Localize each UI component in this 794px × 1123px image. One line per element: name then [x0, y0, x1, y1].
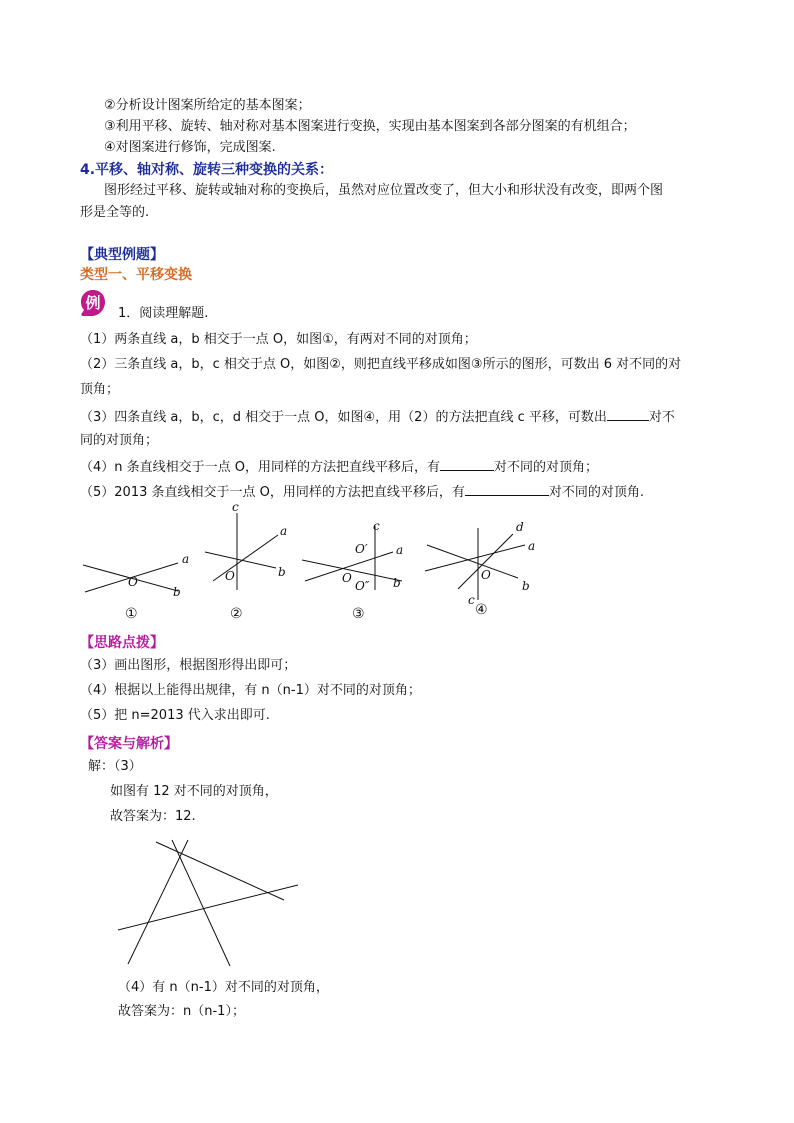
fig3-line-b	[302, 560, 402, 581]
fig4-label-c: c	[468, 593, 475, 607]
fig2-line-b	[205, 552, 276, 568]
fig1-label-b: b	[173, 585, 181, 599]
fig1-label-a: a	[182, 552, 190, 566]
example-badge-label: 例	[85, 294, 101, 312]
fig3-label-o-double-prime: O″	[355, 579, 370, 593]
answer-fig-line-2	[118, 885, 298, 930]
fig4-line-a	[425, 545, 525, 571]
question-3-blank[interactable]	[607, 408, 649, 421]
answer-3-line1: 如图有 12 对不同的对顶角，	[110, 784, 278, 799]
fig2-label-b: b	[278, 565, 286, 579]
question-2-line2: 顶角；	[80, 382, 120, 397]
question-3-line2: 同的对顶角；	[80, 433, 159, 448]
hint-heading: 【思路点拨】	[80, 635, 164, 651]
fig4-label-b: b	[522, 579, 530, 593]
hint-5: （5）把 n=2013 代入求出即可.	[80, 708, 270, 723]
answer-solution-head: 解：（3）	[88, 759, 142, 774]
answer-heading: 【答案与解析】	[80, 736, 178, 752]
hint-3: （3）画出图形，根据图形得出即可；	[80, 658, 297, 673]
answer-fig-line-3	[128, 840, 188, 964]
fig2-label-o: O	[225, 569, 235, 583]
fig2-label-a: a	[280, 524, 288, 538]
question-3-text-a: （3）四条直线 a，b，c，d 相交于一点 O，如图④，用（2）的方法把直线 c 平移，可数出	[80, 410, 607, 425]
question-5-text-a: （5）2013 条直线相交于一点 O，用同样的方法把直线平移后，有	[80, 485, 465, 500]
fig3-caption: ③	[352, 606, 365, 622]
figures-row	[70, 498, 550, 628]
fig4-label-o: O	[481, 568, 491, 582]
example-title: 1．阅读理解题.	[118, 306, 209, 321]
question-4-text-b: 对不同的对顶角；	[494, 460, 599, 475]
fig2-label-c: c	[232, 500, 239, 514]
fig1-caption: ①	[125, 606, 138, 622]
section-4-body-line1: 图形经过平移、旋转或轴对称的变换后，虽然对应位置改变了，但大小和形状没有改变，即两个图	[104, 183, 664, 198]
question-2-line1: （2）三条直线 a，b，c 相交于点 O，如图②，则把直线平移成如图③所示的图形，可数出 6 对不同的对	[80, 357, 682, 372]
question-1: （1）两条直线 a，b 相交于一点 O，如图①，有两对不同的对顶角；	[80, 332, 477, 347]
step-2: ②分析设计图案所给定的基本图案；	[104, 98, 311, 113]
fig3-label-c: c	[373, 519, 380, 533]
step-4: ④对图案进行修饰，完成图案.	[104, 140, 276, 155]
fig3-label-o-prime: O′	[355, 542, 368, 556]
answer-4-line1: （4）有 n（n-1）对不同的对顶角，	[118, 980, 329, 995]
fig3-label-o: O	[342, 571, 352, 585]
answer-3-line2: 故答案为：12.	[110, 809, 196, 824]
fig3-label-b: b	[393, 576, 401, 590]
example-badge-icon	[80, 289, 106, 317]
fig4-label-a: a	[528, 539, 536, 553]
step-3: ③利用平移、旋转、轴对称对基本图案进行变换，实现由基本图案到各部分图案的有机组合；	[104, 119, 636, 134]
question-5-text-b: 对不同的对顶角.	[548, 485, 644, 500]
section-4-body-line2: 形是全等的.	[80, 205, 150, 220]
hint-4: （4）根据以上能得出规律，有 n（n-1）对不同的对顶角；	[80, 683, 421, 698]
answer-figure	[110, 832, 310, 972]
question-3-text-b: 对不	[648, 410, 675, 425]
question-4-blank[interactable]	[440, 458, 494, 471]
fig4-caption: ④	[475, 602, 488, 618]
question-4	[80, 458, 598, 476]
question-4-text-a: （4）n 条直线相交于一点 O，用同样的方法把直线平移后，有	[80, 460, 441, 475]
question-5-blank[interactable]	[465, 483, 549, 496]
type-1-heading: 类型一、平移变换	[80, 267, 192, 283]
answer-fig-line-4	[172, 840, 230, 966]
fig4-label-d: d	[516, 520, 524, 534]
fig2-caption: ②	[230, 606, 243, 622]
fig1-label-o: O	[128, 575, 138, 589]
answer-4-line2: 故答案为：n（n-1）；	[118, 1004, 245, 1019]
example-badge	[80, 289, 106, 317]
typical-examples-heading: 【典型例题】	[80, 247, 164, 263]
fig2-line-a	[213, 535, 278, 581]
question-3-line1	[80, 408, 675, 426]
section-4-title: 4.平移、轴对称、旋转三种变换的关系：	[80, 162, 334, 178]
answer-fig-line-1	[156, 842, 284, 900]
fig3-label-a: a	[396, 543, 404, 557]
